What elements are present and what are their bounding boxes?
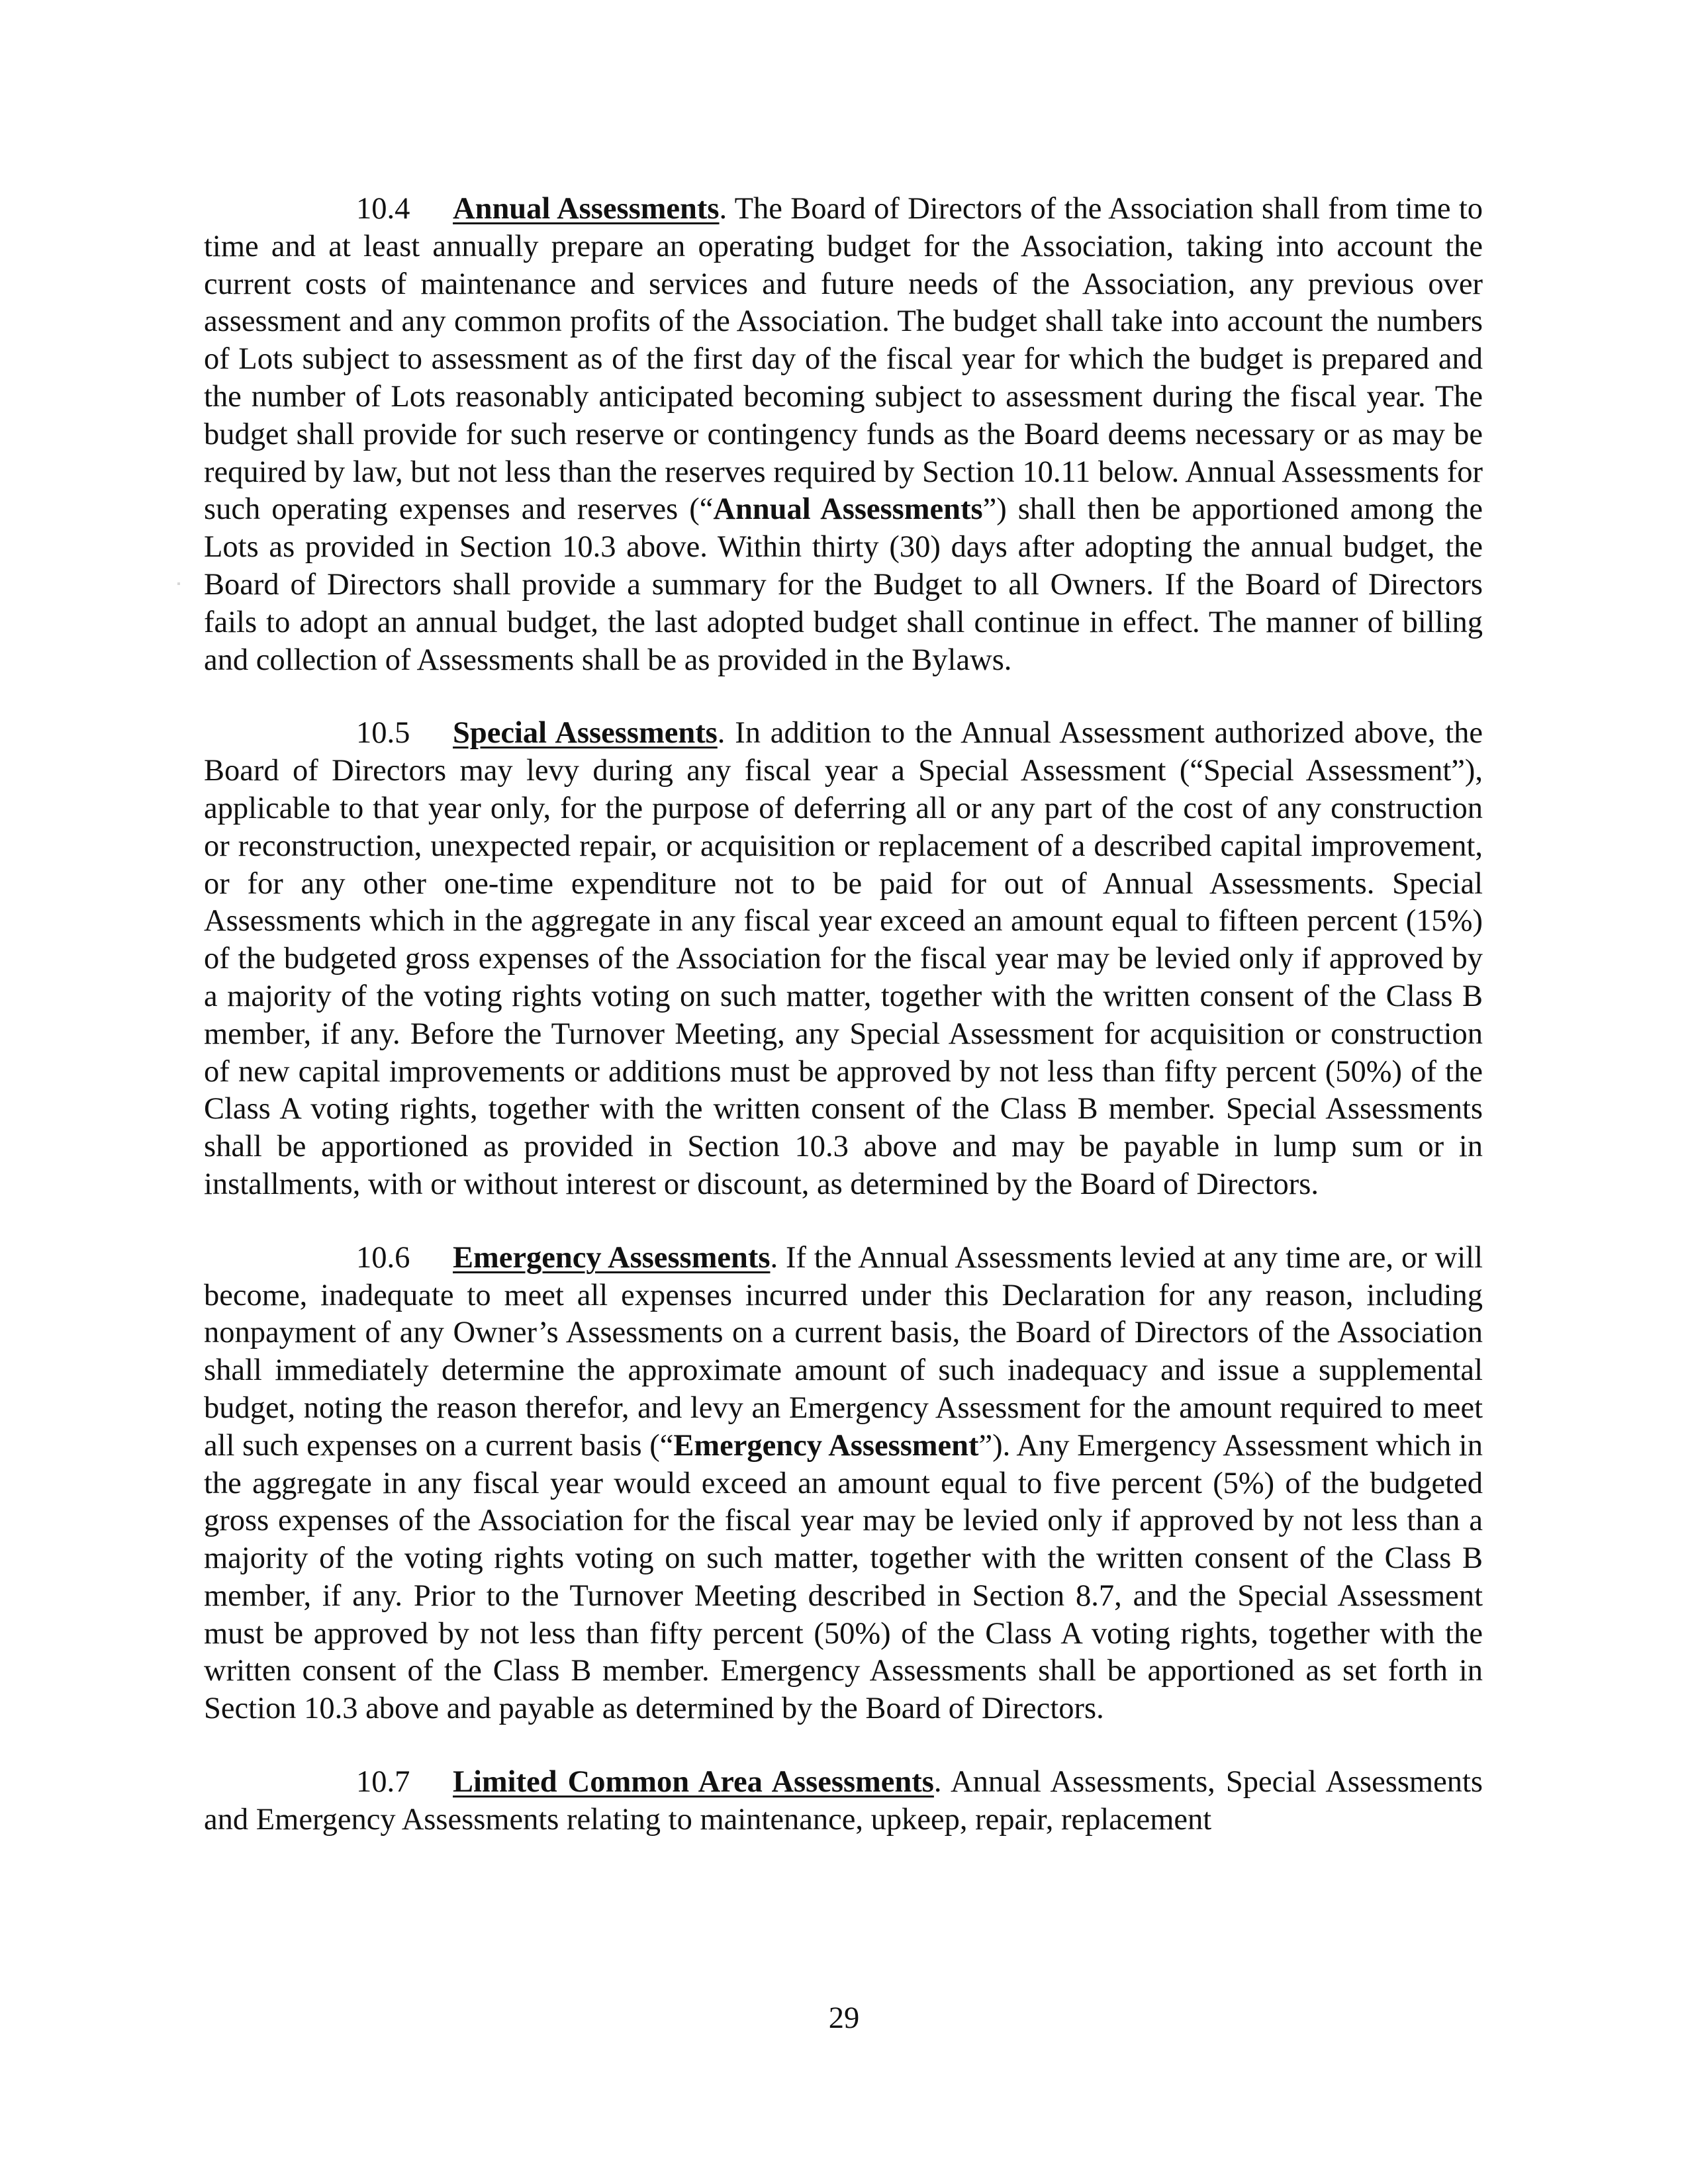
section-text: If the Annual Assessments levied at any time are, or will become, inadequate to meet all expenses incurred under this Declaration for any reason, including nonpayment of any Owner’s Assessments on a current basis, the Board of Directors of the Association shall immediately determine the approximate amount of such inadequacy and issue a supplemental budget, noting the reason therefor, and levy an Emergency Assessment for the amount required to meet all such expenses on a current basis (“: [204, 1240, 1483, 1463]
section-text: ”). Any Emergency Assessment which in the aggregate in any fiscal year would exceed an amount equal to five percent (5%) of the budgeted gross expenses of the Association for the fiscal year may be levied only if approved by not less than a majority of the voting rights voting on such matter, together with the written consent of the Class B member, if any. Prior to the Turnover Meeting described in Section 8.7, and the Special Assessment must be approved by not less than fifty percent (50%) of the Class A voting rights, together with the written consent of the Class B member. Emergency Assessments shall be apportioned as set forth in Section 10.3 above and payable as determined by the Board of Directors.: [204, 1428, 1483, 1726]
defined-term: Annual Assessments: [713, 492, 983, 527]
section-heading: Limited Common Area Assessments: [453, 1765, 934, 1799]
section-10-4: [204, 191, 1483, 679]
section-10-7: [204, 1764, 1483, 1839]
heading-punctuation: .: [717, 716, 726, 751]
section-number: 10.5: [356, 716, 410, 751]
section-text: ”) shall then be apportioned among the Lots as provided in Section 10.3 above. Within thirty (30) days after adopting the annual budget, the Board of Directors shall provide a summary for the Budget to all Owners. If the Board of Directors fails to adopt an annual budget, the last adopted budget shall continue in effect. The manner of billing and collection of Assessments shall be as provided in the Bylaws.: [204, 492, 1483, 677]
heading-punctuation: .: [933, 1765, 942, 1799]
scan-artifact: [177, 582, 180, 585]
section-number: 10.7: [356, 1765, 410, 1799]
document-body: [204, 191, 1483, 1875]
section-text: In addition to the Annual Assessment authorized above, the Board of Directors may levy during any fiscal year a Special Assessment (“Special Assessment”), applicable to that year only, for the purpose of deferring all or any part of the cost of any construction or reconstruction, unexpected repair, or acquisition or replacement of a described capital improvement, or for any other one-time expenditure not to be paid for out of Annual Assessments. Special Assessments which in the aggregate in any fiscal year exceed an amount equal to fifteen percent (15%) of the budgeted gross expenses of the Association for the fiscal year may be levied only if approved by a majority of the voting rights voting on such matter, together with the written consent of the Class B member, if any. Before the Turnover Meeting, any Special Assessment for acquisition or construction of new capital improvements or additions must be approved by not less than fifty percent (50%) of the Class A voting rights, together with the written consent of the Class B member. Special Assessments shall be apportioned as provided in Section 10.3 above and may be payable in lump sum or in installments, with or without interest or discount, as determined by the Board of Directors.: [204, 716, 1483, 1201]
page-number: 29: [828, 2001, 860, 2035]
section-10-6: [204, 1240, 1483, 1728]
section-text: The Board of Directors of the Association shall from time to time and at least annually prepare an operating budget for the Association, taking into account the current costs of maintenance and services and future needs of the Association, any previous over assessment and any common profits of the Association. The budget shall take into account the numbers of Lots subject to assessment as of the first day of the fiscal year for which the budget is prepared and the number of Lots reasonably anticipated becoming subject to assessment during the fiscal year. The budget shall provide for such reserve or contingency funds as the Board deems necessary or as may be required by law, but not less than the reserves required by Section 10.11 below. Annual Assessments for such operating expenses and reserves (“: [204, 192, 1483, 527]
section-number: 10.4: [356, 192, 410, 226]
section-number: 10.6: [356, 1240, 410, 1275]
section-heading: Special Assessments: [453, 716, 718, 751]
heading-punctuation: .: [719, 192, 727, 226]
section-heading: Emergency Assessments: [453, 1240, 771, 1275]
section-heading: Annual Assessments: [453, 192, 720, 226]
heading-punctuation: .: [770, 1240, 778, 1275]
section-10-5: [204, 715, 1483, 1203]
defined-term: Emergency Assessment: [673, 1428, 979, 1463]
section-text: Annual Assessments, Special Assessments and Emergency Assessments relating to maintenance, upkeep, repair, replacement: [204, 1765, 1483, 1837]
